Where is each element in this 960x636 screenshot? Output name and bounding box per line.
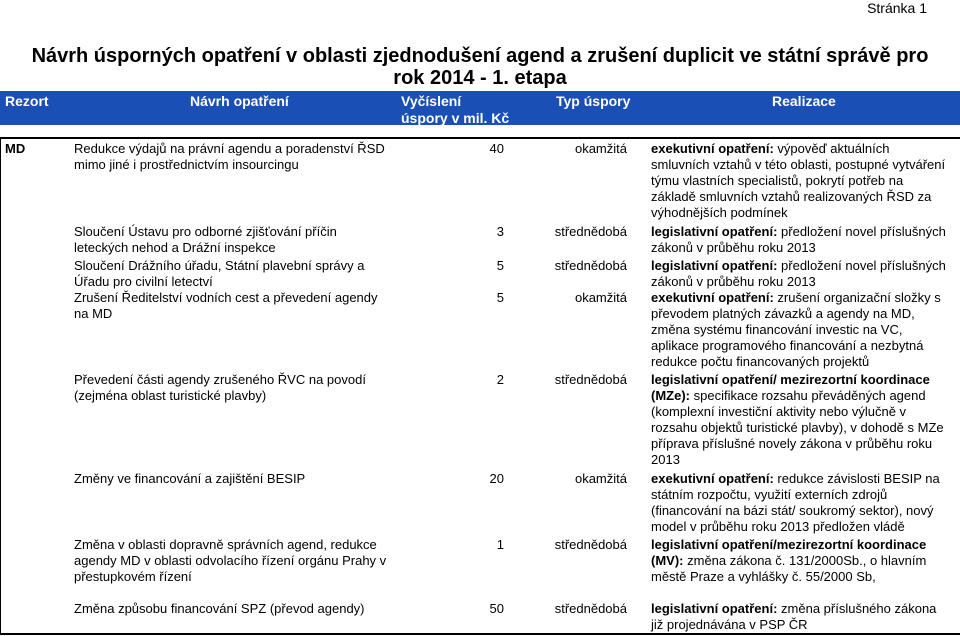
realizace-line xyxy=(651,224,956,240)
measure-cell xyxy=(74,372,394,404)
realizace-line: již projednávána v PSP ČR xyxy=(651,617,808,632)
amount-cell: 5 xyxy=(496,258,504,273)
measure-line: Redukce výdajů na právní agendu a poradenství ŘSD xyxy=(74,141,385,156)
page-number-label: Stránka 1 xyxy=(867,0,927,16)
realizace-line: model v průběhu roku 2013 předložen vládě xyxy=(651,519,905,534)
realizace-line: státním rozpočtu, využití externích zdrojů xyxy=(651,487,888,502)
table-left-rule xyxy=(0,137,1,635)
type-cell: střednědobá xyxy=(554,258,627,273)
realizace-line: (komplexní investiční aktivity nebo výlučně v xyxy=(651,404,907,419)
realizace-line xyxy=(651,537,956,553)
realizace-line: výhodnějších podmínek xyxy=(651,205,788,220)
realizace-line: zákonů v průběhu roku 2013 xyxy=(651,240,816,255)
measure-line: Zrušení Ředitelství vodních cest a převedení agendy xyxy=(74,290,378,305)
realizace-line: rozsahu objektů turistické plavby), v dohodě s MZe xyxy=(651,420,944,435)
measure-line: mimo jiné i prostřednictvím insourcingu xyxy=(74,157,299,172)
type-cell: okamžitá xyxy=(574,141,627,156)
measure-line: přestupkovém řízení xyxy=(74,569,192,584)
measure-line: agendy MD v oblasti odvolacího řízení orgánu Prahy v xyxy=(74,553,387,568)
realizace-line: zákonů v průběhu roku 2013 xyxy=(651,274,816,289)
header-vycisleni-line-1: Vyčíslení xyxy=(401,93,462,109)
realizace-text: redukce závislosti BESIP na xyxy=(773,471,940,486)
realizace-bold: exekutivní opatření: xyxy=(651,471,774,486)
title-line-2: rok 2014 - 1. etapa xyxy=(393,67,567,89)
header-vycisleni-line-2: úspory v mil. Kč xyxy=(401,110,510,126)
realizace-text: specifikace rozsahu převáděných agend xyxy=(690,388,926,403)
type-cell: okamžitá xyxy=(574,290,627,305)
realizace-bold: legislativní opatření/mezirezortní koordinace xyxy=(651,537,927,552)
realizace-bold: legislativní opatření: xyxy=(651,601,778,616)
type-cell: střednědobá xyxy=(554,372,627,387)
realizace-line: redukce počtu financovaných projektů xyxy=(651,354,870,369)
table-bottom-rule xyxy=(0,633,960,635)
realizace-text: změna příslušného zákona xyxy=(777,601,937,616)
realizace-line xyxy=(651,601,956,617)
realizace-line: městě Praze a vyhlášky č. 55/2000 Sb, xyxy=(651,569,876,584)
realizace-line: základě smluvních vztahů realizovaných ŘSD za xyxy=(651,189,932,204)
measure-line: na MD xyxy=(74,306,113,321)
measure-cell xyxy=(74,258,394,290)
realizace-bold: (MV): xyxy=(651,553,684,568)
realizace-line xyxy=(651,258,956,274)
header-vycisleni xyxy=(401,93,509,127)
realizace-cell xyxy=(651,372,956,468)
measure-cell xyxy=(74,471,394,487)
realizace-cell xyxy=(651,471,956,535)
realizace-line: (financování na bázi stát/ soukromý sektor), nový xyxy=(651,503,934,518)
realizace-bold: legislativní opatření: xyxy=(651,258,778,273)
measure-line: Sloučení Drážního úřadu, Státní plavební správy a xyxy=(74,258,365,273)
realizace-cell xyxy=(651,141,956,221)
realizace-text: předložení novel příslušných xyxy=(777,258,946,273)
realizace-bold: (MZe): xyxy=(651,388,690,403)
amount-cell: 50 xyxy=(489,601,504,616)
realizace-line: změna systému financování investic na VC, xyxy=(651,322,903,337)
realizace-bold: exekutivní opatření: xyxy=(651,290,774,305)
realizace-line xyxy=(651,388,956,404)
measure-line: Úřadu pro civilní letectví xyxy=(74,274,213,289)
header-rezort: Rezort xyxy=(5,93,49,109)
amount-cell: 1 xyxy=(496,537,504,552)
realizace-text: změna zákona č. 131/2000Sb., o hlavním xyxy=(683,553,927,568)
realizace-cell xyxy=(651,601,956,633)
measure-line: Převedení části agendy zrušeného ŘVC na povodí xyxy=(74,372,366,387)
measure-cell xyxy=(74,224,394,256)
realizace-cell xyxy=(651,537,956,585)
realizace-line: příprava příslušné novely zákona v průběhu roku xyxy=(651,436,933,451)
realizace-text: výpověď aktuálních xyxy=(773,141,890,156)
amount-cell: 2 xyxy=(496,372,504,387)
realizace-line: aplikace programového financování a nezbytná xyxy=(651,338,924,353)
realizace-line: 2013 xyxy=(651,452,680,467)
measure-cell xyxy=(74,141,394,173)
rezort-cell: MD xyxy=(5,141,26,156)
realizace-line: převodem platných závazků a agendy na MD, xyxy=(651,306,915,321)
measure-line: Sloučení Ústavu pro odborné zjišťování příčin xyxy=(74,224,337,239)
header-realizace: Realizace xyxy=(772,93,836,109)
table-header xyxy=(0,91,960,125)
measure-line: leteckých nehod a Drážní inspekce xyxy=(74,240,276,255)
measure-cell xyxy=(74,290,394,322)
measure-line: Změna v oblasti dopravně správních agend, redukce xyxy=(74,537,377,552)
realizace-line xyxy=(651,553,956,569)
type-cell: střednědobá xyxy=(554,601,627,616)
type-cell: okamžitá xyxy=(574,471,627,486)
table-top-rule xyxy=(0,137,960,139)
realizace-cell xyxy=(651,290,956,370)
realizace-cell xyxy=(651,258,956,290)
realizace-line: týmu vlastních specialistů, pokrytí potřeb na xyxy=(651,173,904,188)
realizace-line xyxy=(651,471,956,487)
amount-cell: 40 xyxy=(489,141,504,156)
amount-cell: 20 xyxy=(489,471,504,486)
document-title xyxy=(0,45,960,89)
header-typ-uspory: Typ úspory xyxy=(556,93,631,109)
realizace-text: zrušení organizační složky s xyxy=(773,290,941,305)
realizace-line xyxy=(651,141,956,157)
amount-cell: 3 xyxy=(496,224,504,239)
realizace-text: předložení novel příslušných xyxy=(777,224,946,239)
realizace-line xyxy=(651,372,956,388)
measure-cell xyxy=(74,601,394,617)
realizace-line: smluvních vztahů v této oblasti, postupné vytváření xyxy=(651,157,946,172)
realizace-bold: exekutivní opatření: xyxy=(651,141,774,156)
measure-line: Změny ve financování a zajištění BESIP xyxy=(74,471,306,486)
measure-line: (zejména oblast turistické plavby) xyxy=(74,388,267,403)
measure-cell xyxy=(74,537,394,585)
type-cell: střednědobá xyxy=(554,224,627,239)
type-cell: střednědobá xyxy=(554,537,627,552)
measure-line: Změna způsobu financování SPZ (převod agendy) xyxy=(74,601,365,616)
header-navrh-opatreni: Návrh opatření xyxy=(190,93,289,109)
realizace-line xyxy=(651,290,956,306)
realizace-bold: legislativní opatření/ mezirezortní koordinace xyxy=(651,372,930,387)
realizace-cell xyxy=(651,224,956,256)
title-line-1: Návrh úsporných opatření v oblasti zjednodušení agend a zrušení duplicit ve státní správě pro xyxy=(31,45,929,67)
realizace-bold: legislativní opatření: xyxy=(651,224,778,239)
amount-cell: 5 xyxy=(496,290,504,305)
